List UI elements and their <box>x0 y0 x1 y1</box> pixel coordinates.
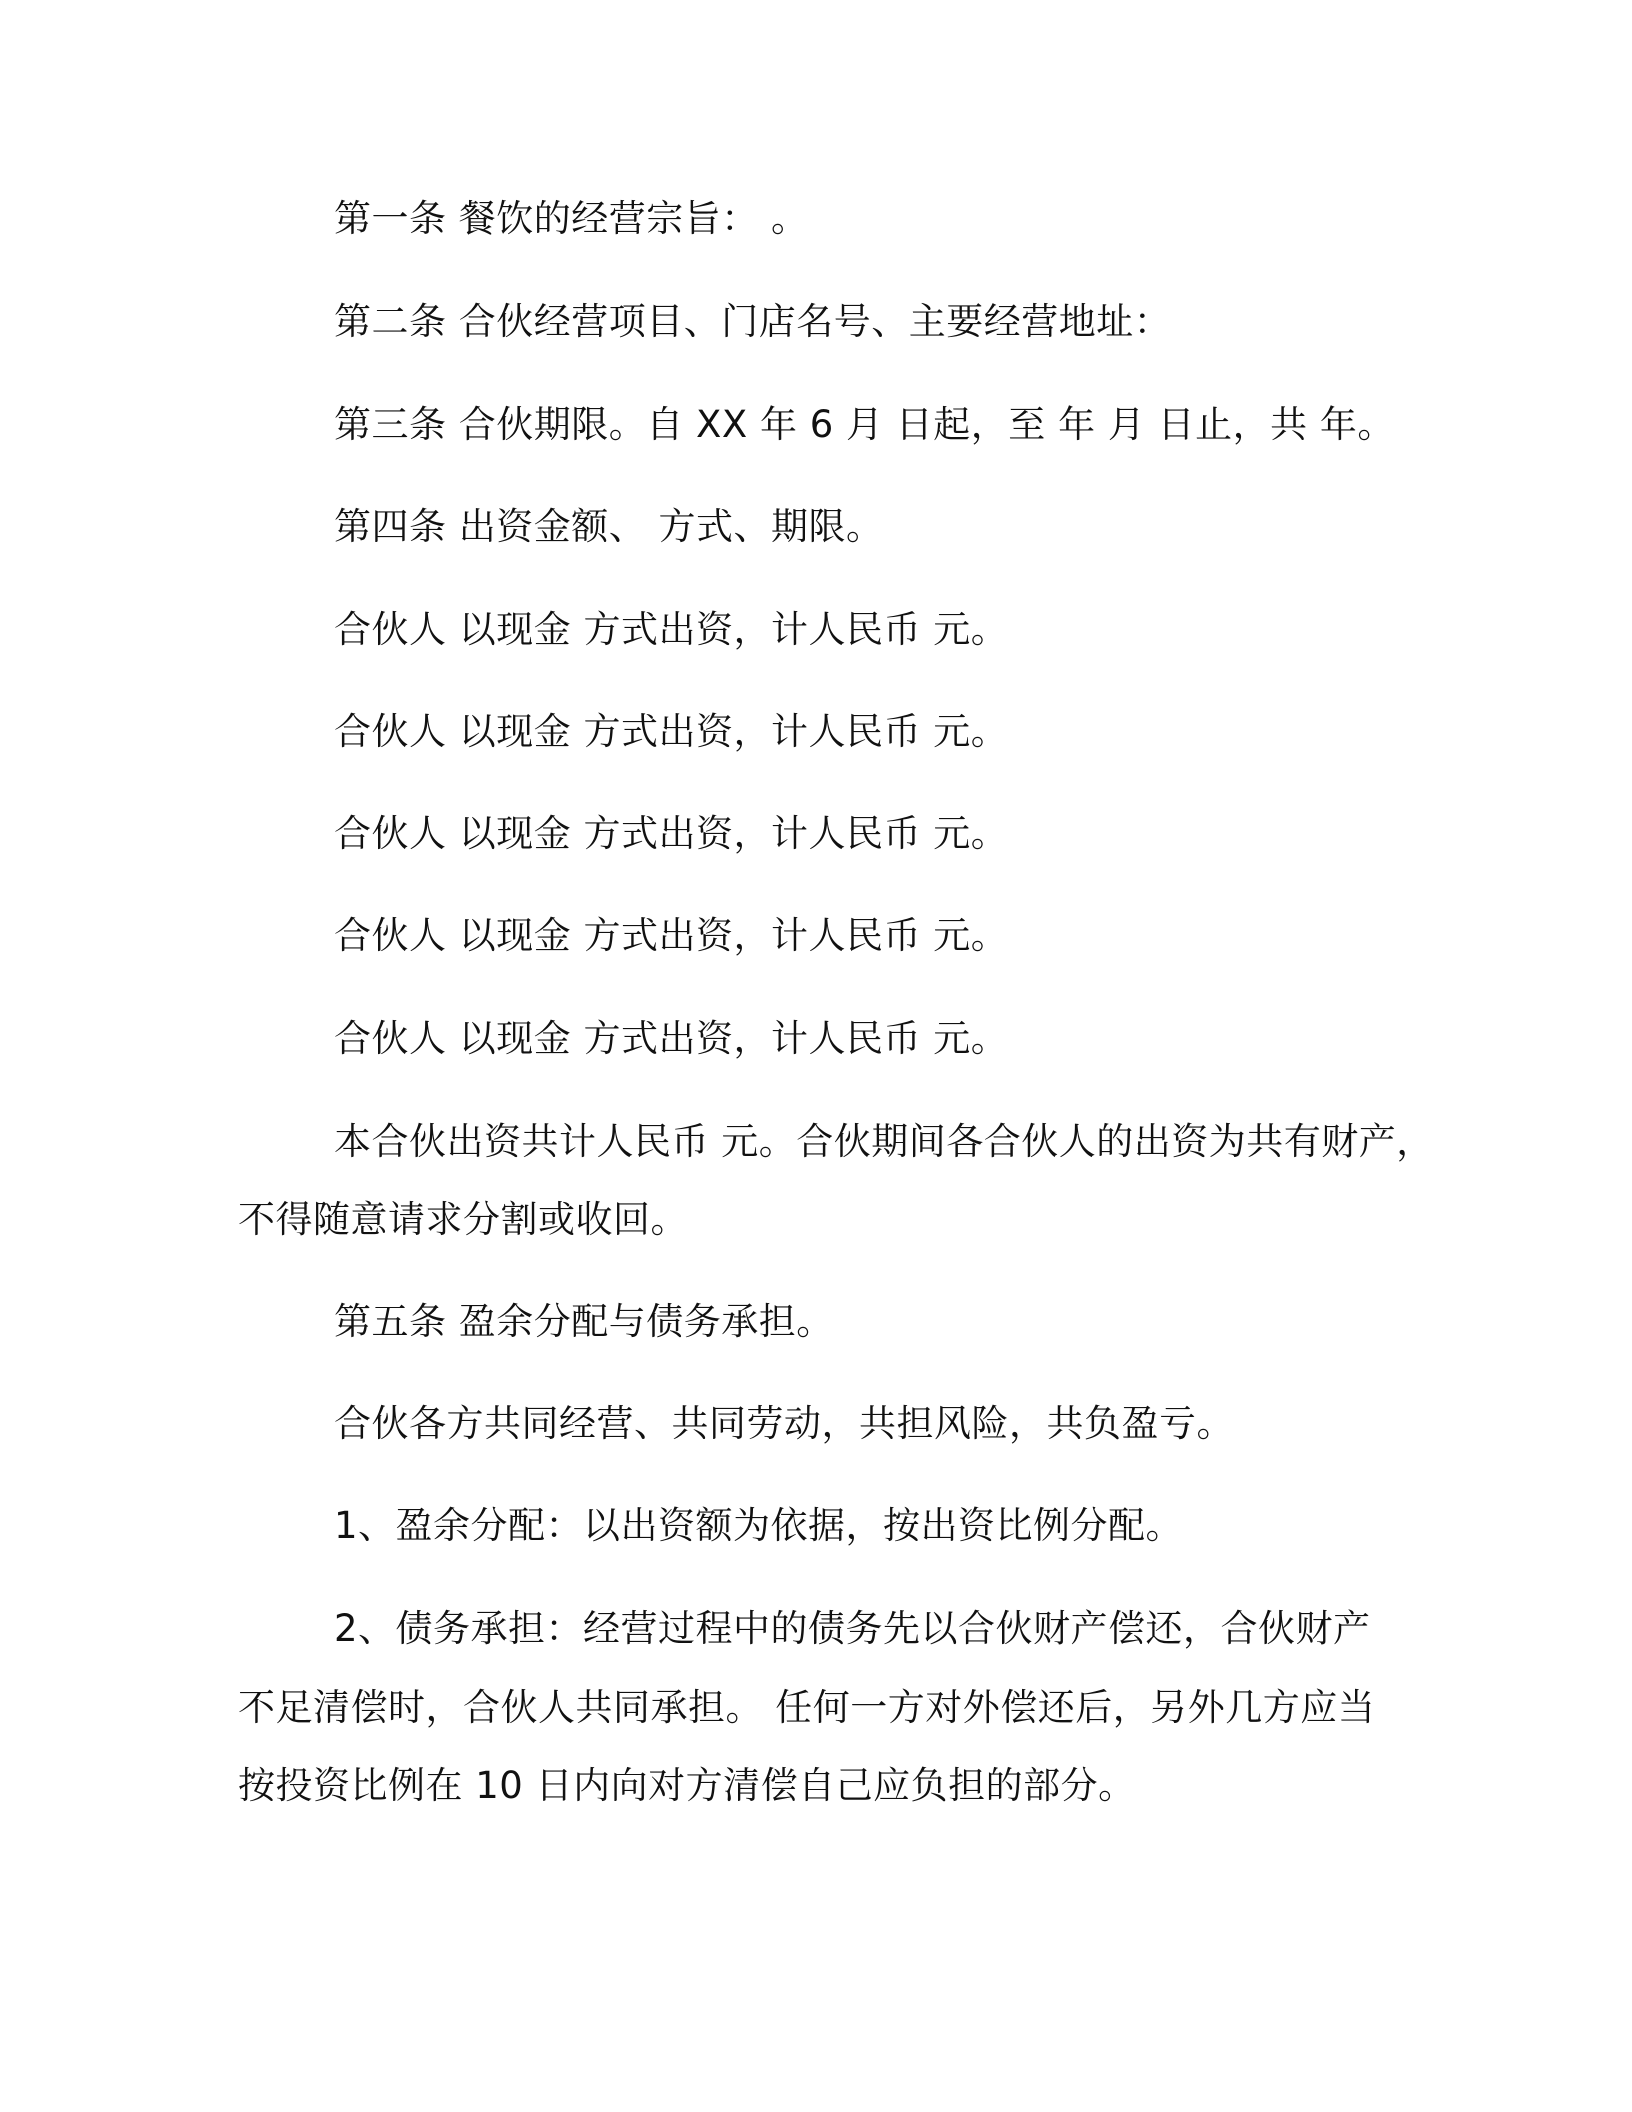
profit-distribution-line: 1、盈余分配：以出资额为依据，按出资比例分配。 <box>334 1504 1184 1547</box>
partner-contribution-line-2: 合伙人 以现金 方式出资，计人民币 元。 <box>334 710 1009 753</box>
debt-bearing-line-cont-1: 不足清偿时，合伙人共同承担。 任何一方对外偿还后，另外几方应当 <box>238 1686 1376 1729</box>
total-contribution-line-cont: 不得随意请求分割或收回。 <box>238 1198 688 1241</box>
partner-contribution-line-1: 合伙人 以现金 方式出资，计人民币 元。 <box>334 608 1009 651</box>
article-4-line: 第四条 出资金额、 方式、期限。 <box>334 505 884 548</box>
total-contribution-line: 本合伙出资共计人民币 元。合伙期间各合伙人的出资为共有财产， <box>334 1120 1434 1163</box>
shared-operation-line: 合伙各方共同经营、共同劳动，共担风险，共负盈亏。 <box>334 1402 1234 1445</box>
partner-contribution-line-5: 合伙人 以现金 方式出资，计人民币 元。 <box>334 1017 1009 1060</box>
article-5-line: 第五条 盈余分配与债务承担。 <box>334 1300 834 1343</box>
partner-contribution-line-4: 合伙人 以现金 方式出资，计人民币 元。 <box>334 914 1009 957</box>
article-2-line: 第二条 合伙经营项目、门店名号、主要经营地址： <box>334 300 1172 343</box>
debt-bearing-line-cont-2: 按投资比例在 10 日内向对方清偿自己应负担的部分。 <box>238 1764 1136 1807</box>
debt-bearing-line: 2、债务承担：经营过程中的债务先以合伙财产偿还，合伙财产 <box>334 1607 1371 1650</box>
partner-contribution-line-3: 合伙人 以现金 方式出资，计人民币 元。 <box>334 812 1009 855</box>
article-1-line: 第一条 餐饮的经营宗旨： 。 <box>334 197 809 240</box>
article-3-line: 第三条 合伙期限。自 XX 年 6 月 日起，至 年 月 日止，共 年。 <box>334 403 1395 446</box>
